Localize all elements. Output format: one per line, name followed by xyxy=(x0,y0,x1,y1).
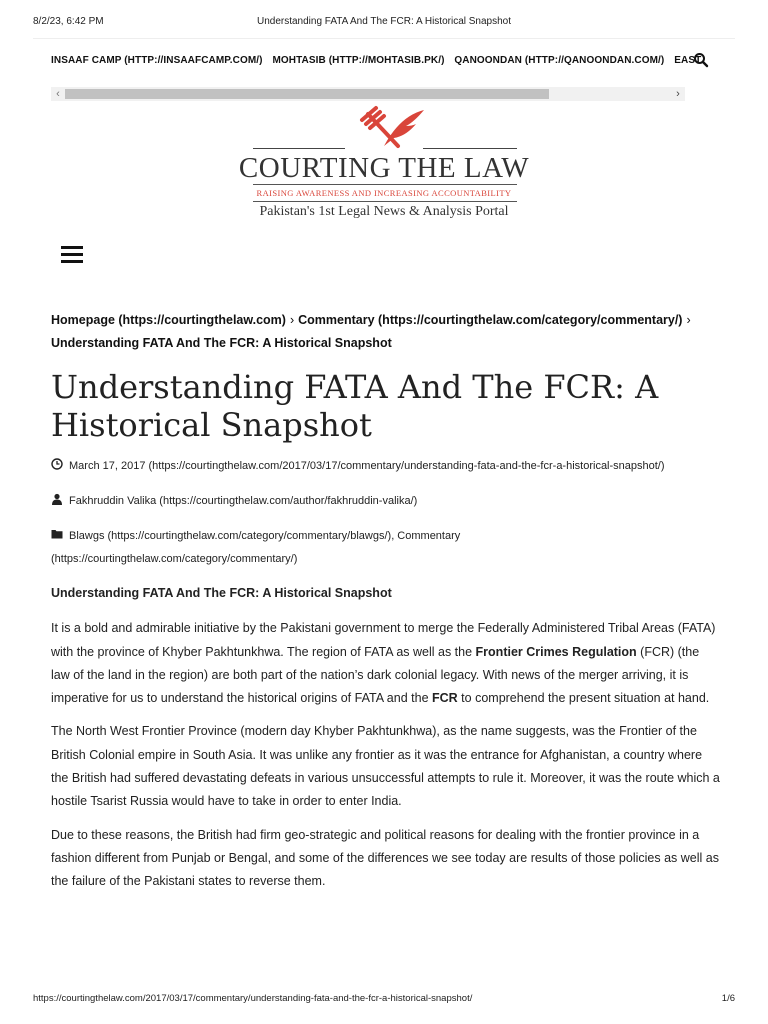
user-icon xyxy=(51,493,63,505)
nav-link-qanoondan[interactable]: QANOONDAN (HTTP://QANOONDAN.COM/) xyxy=(454,55,665,66)
article-paragraph-2: The North West Frontier Province (modern day Khyber Pakhtunkhwa), as the name suggests, was the Frontier of the British Colonial empire in South Asia. It was unlike any frontier as it was the entrance for Afghanistan, a country where the British had suffered devastating defeats in various unsuccessful attempts to rule it. Moreover, it was the route which a hostile Tsarist Russia would have to take in order to enter India. xyxy=(51,724,720,809)
clock-icon xyxy=(51,458,63,470)
nav-link-insaaf-camp[interactable]: INSAAF CAMP (HTTP://INSAAFCAMP.COM/) xyxy=(51,55,263,66)
article-date-text[interactable]: March 17, 2017 (https://courtingthelaw.com/2017/03/17/commentary/understanding-fata-and-the-fcr-a-historical-snapshot/) xyxy=(69,460,665,472)
paragraph-text: (FCR) (the law of the land in the region) are both part of the nation’s dark colonial legacy. With news of the merger arriving, it is imperative for us to understand the historical origins of FATA and the xyxy=(51,644,700,706)
breadcrumb xyxy=(51,309,721,355)
article-body xyxy=(51,582,721,904)
logo-divider xyxy=(253,201,517,202)
logo-name: COURTING THE LAW xyxy=(238,152,530,184)
print-footer-url: https://courtingthelaw.com/2017/03/17/commentary/understanding-fata-and-the-fcr-a-historical-snapshot/ xyxy=(33,993,473,1004)
nav-link-east[interactable]: EAST xyxy=(674,55,702,66)
logo-portal-text: Pakistan's 1st Legal News & Analysis Portal xyxy=(259,204,509,219)
print-document-title: Understanding FATA And The FCR: A Historical Snapshot xyxy=(256,16,512,27)
scroll-right-icon[interactable]: › xyxy=(676,88,680,100)
article-author xyxy=(51,490,731,513)
scroll-left-icon[interactable]: ‹ xyxy=(56,88,60,100)
folder-icon xyxy=(51,528,63,540)
article-date xyxy=(51,455,731,478)
horizontal-scrollbar[interactable] xyxy=(51,87,685,101)
search-icon[interactable] xyxy=(693,52,709,68)
site-logo[interactable] xyxy=(0,104,768,224)
logo-divider xyxy=(253,184,517,185)
article-title: Understanding FATA And The FCR: A Historical Snapshot xyxy=(51,368,659,444)
logo-rule-right xyxy=(423,148,517,149)
print-page-number: 1/6 xyxy=(721,993,735,1004)
breadcrumb-home[interactable]: Homepage (https://courtingthelaw.com) xyxy=(51,313,286,327)
article-categories-line2[interactable]: (https://courtingthelaw.com/category/commentary/) xyxy=(51,553,298,565)
article-paragraph-3: Due to these reasons, the British had firm geo-strategic and political reasons for dealing with the frontier province in a fashion different from Punjab or Bengal, and some of the differences we see today are results of those policies as well as the failure of the Pakistani states to reverse them. xyxy=(51,827,719,889)
article-categories xyxy=(51,525,731,571)
article-subheading: Understanding FATA And The FCR: A Historical Snapshot xyxy=(51,586,392,600)
logo-tagline: RAISING AWARENESS AND INCREASING ACCOUNTABILITY xyxy=(256,188,512,198)
article-author-text[interactable]: Fakhruddin Valika (https://courtingthelaw.com/author/fakhruddin-valika/) xyxy=(69,495,418,507)
fcr-link[interactable]: FCR xyxy=(432,691,458,706)
logo-rule-left xyxy=(253,148,345,149)
paragraph-text: It is a bold and admirable initiative by the Pakistani government to merge the Federally Administered Tribal Areas (FATA) with the province of Khyber Pakhtunkhwa. The region of FATA as well as the xyxy=(51,621,716,659)
article-paragraph-1 xyxy=(51,617,721,710)
breadcrumb-separator: › xyxy=(289,313,295,327)
breadcrumb-separator: › xyxy=(686,313,691,327)
top-navigation xyxy=(33,38,735,101)
scrollbar-thumb[interactable] xyxy=(65,89,549,99)
print-datetime: 8/2/23, 6:42 PM xyxy=(33,16,104,27)
frontier-crimes-regulation-link[interactable]: Frontier Crimes Regulation xyxy=(475,644,637,659)
gavel-quill-icon xyxy=(354,106,428,150)
article-categories-line1[interactable]: Blawgs (https://courtingthelaw.com/category/commentary/blawgs/), Commentary xyxy=(69,530,461,542)
hamburger-menu-icon[interactable] xyxy=(61,246,83,264)
nav-link-mohtasib[interactable]: MOHTASIB (HTTP://MOHTASIB.PK/) xyxy=(272,55,445,66)
paragraph-text: to comprehend the present situation at hand. xyxy=(457,691,710,706)
breadcrumb-current: Understanding FATA And The FCR: A Historical Snapshot xyxy=(51,336,392,350)
breadcrumb-category[interactable]: Commentary (https://courtingthelaw.com/category/commentary/) xyxy=(298,313,683,327)
top-nav-links xyxy=(51,55,702,66)
print-header xyxy=(0,16,768,30)
